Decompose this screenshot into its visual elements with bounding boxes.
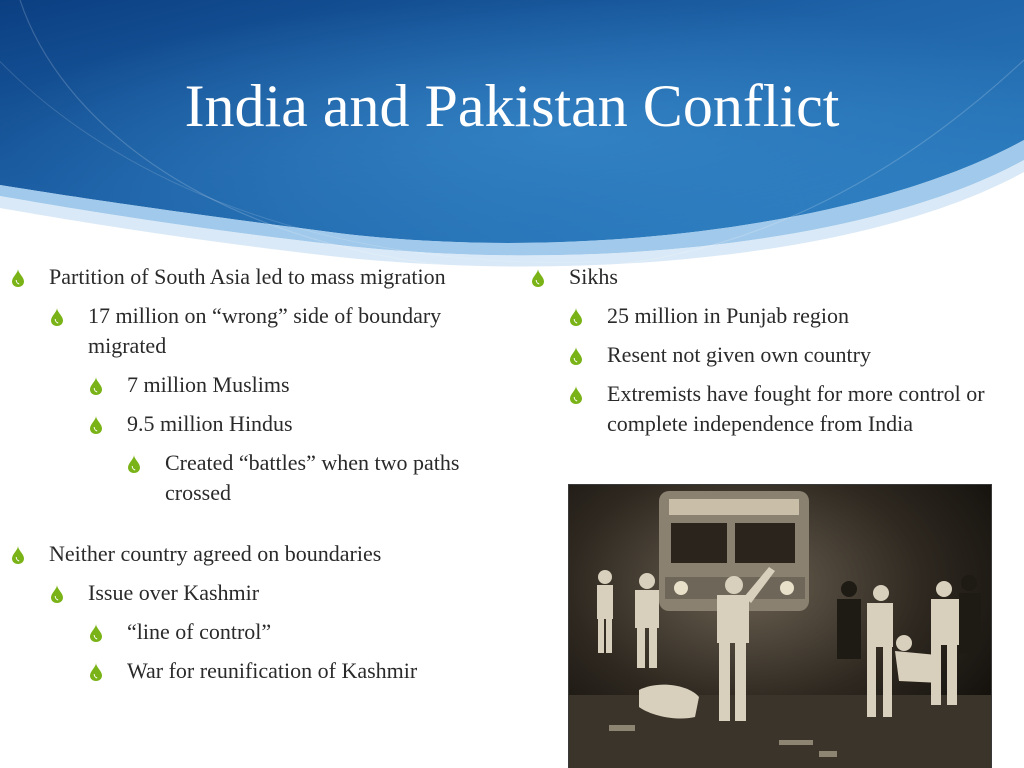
slide-title: India and Pakistan Conflict <box>184 73 840 139</box>
bullet-text: Issue over Kashmir <box>88 580 260 605</box>
bullet-text: Created “battles” when two paths crossed <box>165 450 460 505</box>
right-column <box>530 262 1000 448</box>
flame-drop-icon <box>90 663 102 681</box>
bullet-text: Sikhs <box>569 264 618 289</box>
flame-drop-icon <box>51 308 63 326</box>
bullet-muslims <box>10 370 510 400</box>
bullet-kashmir <box>10 578 510 608</box>
spacer <box>10 517 510 539</box>
bullet-text: 25 million in Punjab region <box>607 303 849 328</box>
bullet-text: Neither country agreed on boundaries <box>49 541 382 566</box>
flame-drop-icon <box>90 377 102 395</box>
bullet-line-of-control <box>10 617 510 647</box>
bullet-text: 17 million on “wrong” side of boundary migrated <box>88 303 442 358</box>
bullet-sikhs <box>530 262 1000 292</box>
flame-drop-icon <box>90 416 102 434</box>
flame-drop-icon <box>128 455 140 473</box>
bullet-battles <box>10 448 510 508</box>
flame-drop-icon <box>570 347 582 365</box>
flame-drop-icon <box>12 269 24 287</box>
bullet-migrated <box>10 301 510 361</box>
flame-drop-icon <box>570 386 582 404</box>
left-column <box>10 262 510 695</box>
bullet-boundaries <box>10 539 510 569</box>
bullet-text: War for reunification of Kashmir <box>127 658 418 683</box>
flame-drop-icon <box>90 624 102 642</box>
flame-drop-icon <box>51 585 63 603</box>
bullet-partition <box>10 262 510 292</box>
bullet-text: 7 million Muslims <box>127 372 290 397</box>
bullet-text: “line of control” <box>127 619 272 644</box>
header-background <box>0 0 1024 300</box>
bullet-extremists <box>530 379 1000 439</box>
riot-scene-photo <box>568 484 992 768</box>
bullet-text: Partition of South Asia led to mass migration <box>49 264 446 289</box>
bullet-text: Extremists have fought for more control or complete independence from India <box>607 381 985 436</box>
flame-drop-icon <box>570 308 582 326</box>
bullet-punjab <box>530 301 1000 331</box>
bullet-hindus <box>10 409 510 439</box>
bullet-war <box>10 656 510 686</box>
flame-drop-icon <box>532 269 544 287</box>
bullet-text: 9.5 million Hindus <box>127 411 293 436</box>
bullet-resent <box>530 340 1000 370</box>
flame-drop-icon <box>12 546 24 564</box>
bullet-text: Resent not given own country <box>607 342 871 367</box>
